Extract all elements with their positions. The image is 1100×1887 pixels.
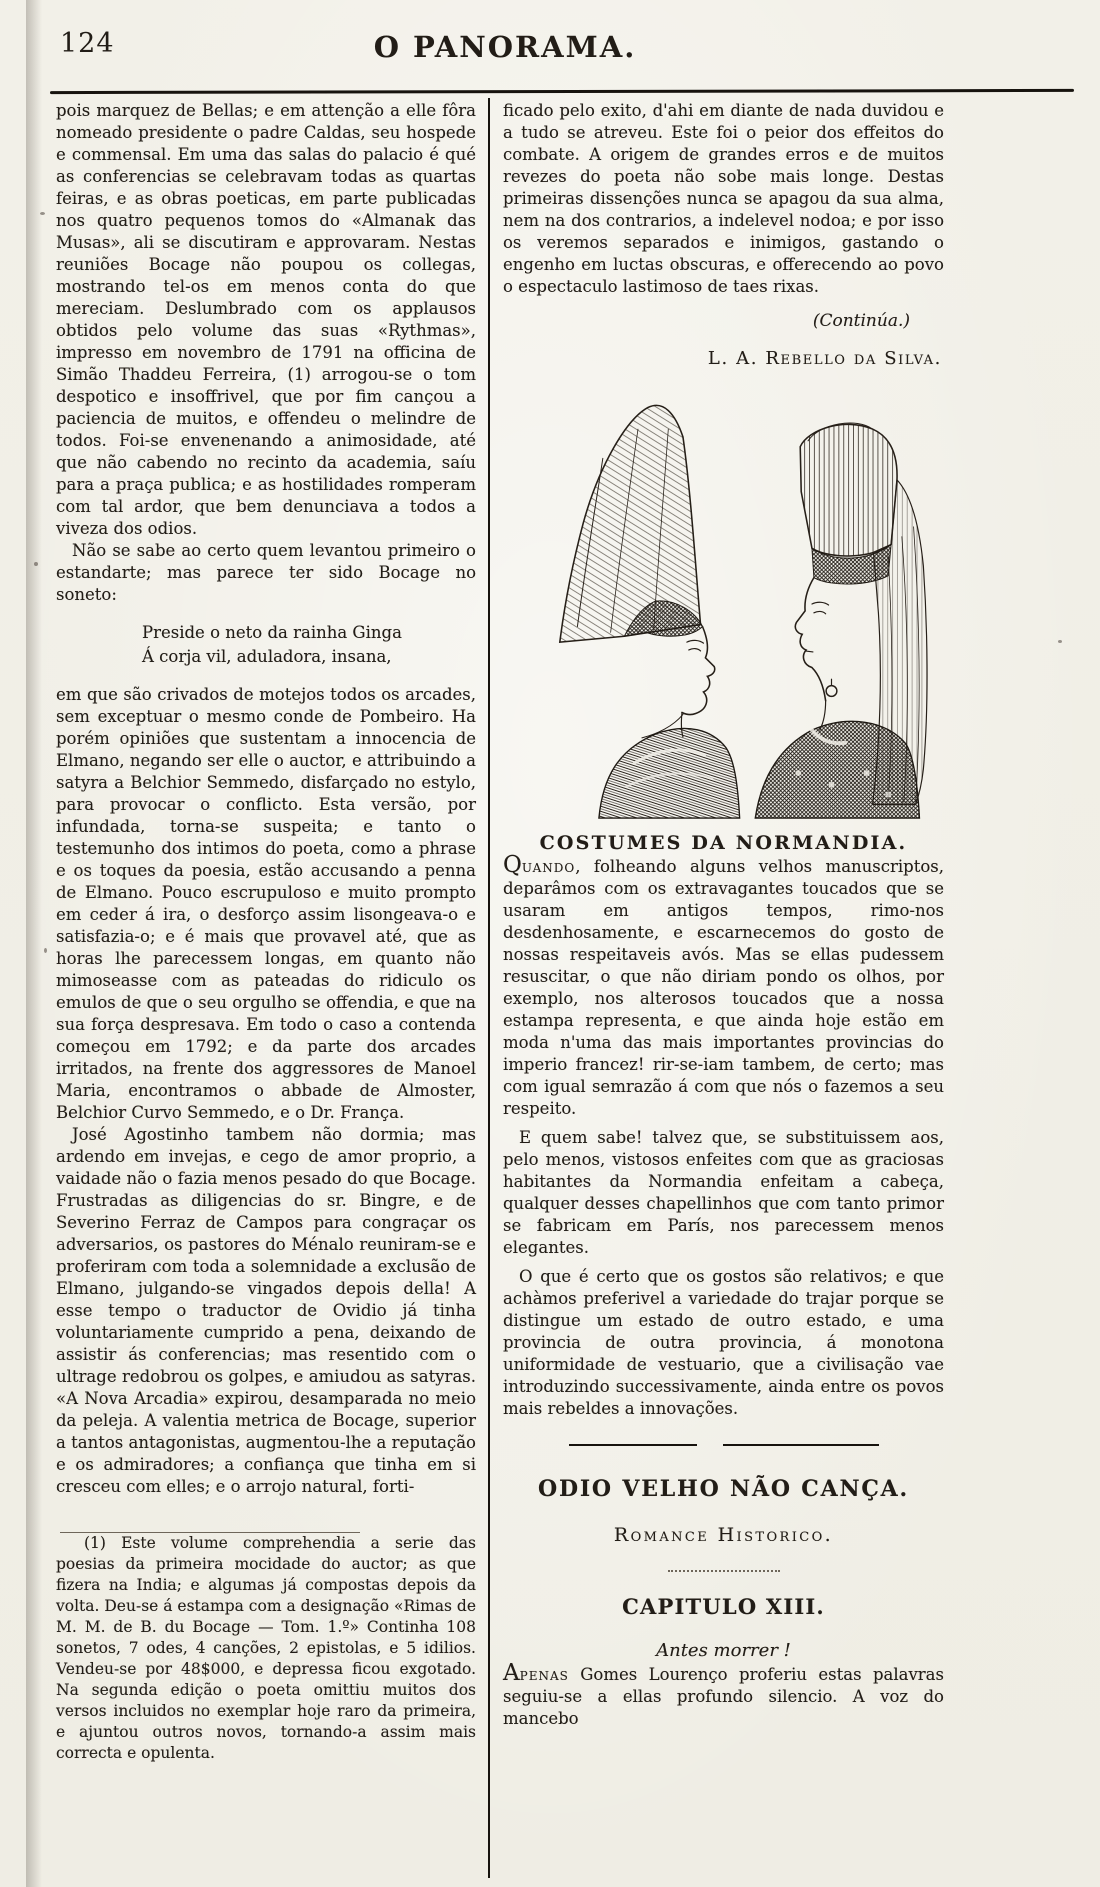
scan-speck	[44, 948, 47, 953]
illustration-caption: COSTUMES DA NORMANDIA.	[539, 832, 908, 854]
scan-speck	[34, 562, 38, 566]
paragraph-text: Gomes Lourenço proferiu estas palavras seguiu-se a ellas profundo silencio. A voz do mancebo	[503, 1665, 944, 1728]
right-column	[503, 100, 944, 1730]
body-paragraph	[503, 1662, 944, 1730]
page-edge-shadow	[26, 0, 42, 1887]
body-paragraph: E quem sabe! talvez que, se substituissem aos, pelo menos, vistosos enfeites com que as graciosas habitantes da Normandia enfeitam a cabeça, qualquer desses chapellinhos que com tanto primor se fabricam em París, nos parecessem menos elegantes.	[503, 1128, 944, 1257]
chapter-heading: CAPITULO XIII.	[622, 1594, 825, 1619]
lead-capital: A	[503, 1660, 520, 1686]
footnote: (1) Este volume comprehendia a serie das poesias da primeira mocidade do auctor; as que fizera na India; e algumas já compostas depois da volta. Deu-se á estampa com a designação «Rimas de M. M. de B. du Bocage — Tom. 1.º» Continha 108 sonetos, 7 odes, 4 canções, 2 epistolas, e 5 idilios. Vendeu-se por 48$000, e depressa ficou exgotado. Na segunda edição o poeta omittiu muitos dos versos incluidos no exemplar hoje raro da primeira, e ajuntou outros novos, tornando-a assim mais correcta e opulenta.	[56, 1534, 476, 1762]
scan-speck	[1058, 640, 1062, 643]
body-paragraph: Não se sabe ao certo quem levantou primeiro o estandarte; mas parece ter sido Bocage no soneto:	[56, 541, 476, 604]
author-signature: L. A. Rebello da Silva.	[707, 348, 942, 369]
chapter-divider	[668, 1570, 780, 1572]
left-column	[56, 100, 476, 1764]
scan-speck	[40, 212, 45, 215]
engraving-two-women-headdresses	[508, 390, 940, 820]
body-paragraph: pois marquez de Bellas; e em attenção a elle fôra nomeado presidente o padre Caldas, seu hospede e commensal. Em uma das salas do palacio é qué as conferencias se celebravam todas as quartas feiras, e as obras poeticas, em parte publicadas nos quatro pequenos tomos do «Almanak das Musas», ali se discutiram e approvaram. Nestas reuniões Bocage não poupou os collegas, mostrando tel-os em menos conta do que mereciam. Deslumbrado com os applausos obtidos pelo volume das suas «Rythmas», impresso em novembro de 1791 na officina de Simão Thaddeu Ferreira, (1) arrogou-se o tom despotico e insoffrivel, que por fim cançou a paciencia de muitos, e offendeu o melindre de todos. Foi-se envenenando a animosidade, até que não cabendo no recinto da academia, saíu para a praça publica; e as hostilidades romperam com tal ardor, que bem denunciava a todos a viveza dos odios.	[56, 101, 476, 538]
chapter-epigraph: Antes morrer !	[656, 1640, 791, 1661]
page-number: 124	[60, 28, 115, 59]
body-paragraph	[503, 854, 944, 1120]
lead-capital: Q	[503, 852, 522, 878]
column-divider-rule	[488, 98, 490, 1878]
header-rule	[50, 89, 1074, 94]
to-be-continued-note: (Continúa.)	[812, 311, 910, 331]
romance-title: ODIO VELHO NÃO CANÇA.	[537, 1476, 909, 1502]
normandy-article	[503, 854, 944, 1420]
verse-line: Á corja vil, aduladora, insana,	[142, 647, 392, 666]
paragraph-text: , folheando alguns velhos manuscriptos, deparâmos com os extravagantes toucados que se usaram em antigos tempos, rimo-nos desdenhosamente, e escarnecemos do gosto de nossas respeitaveis avós. Mas se ellas pudessem resuscitar, o que não diriam pondo os olhos, por exemplo, nos alterosos toucados que a nossa estampa representa, e que ainda hoje estão em moda n'uma das mais importantes provincias do imperio francez! rir-se-iam tambem, de certo; mas com igual semrazão á com que nós o fazemos a seu respeito.	[503, 857, 944, 1118]
normandy-costumes-engraving	[508, 390, 940, 820]
divider-segment	[723, 1444, 879, 1446]
body-paragraph: José Agostinho tambem não dormia; mas ardendo em invejas, e cego de amor proprio, a vaidade não o fazia menos pesado do que Bocage. Frustradas as diligencias do sr. Bingre, e de Severino Ferraz de Campos para congraçar os adversarios, os pastores do Ménalo reuniram-se e proferiram com toda a solemnidade a exclusão de Elmano, julgando-se vingados depois della! A esse tempo o traductor de Ovidio já tinha voluntariamente cumprido a pena, deixando de assistir ás conferencias; mas resentido com o ultrage redobrou os golpes, e amiudou as satyras. «A Nova Arcadia» expirou, desamparada no meio da peleja. A valentia metrica de Bocage, superior a tantos antagonistas, augmentou-lhe a reputação e os admiradores; a confiança que tinha em si cresceu com elles; e o arrojo natural, forti-	[56, 1125, 476, 1496]
romance-subtitle: Romance Historico.	[613, 1524, 834, 1546]
masthead-title: O PANORAMA.	[373, 30, 637, 64]
verse-line: Preside o neto da rainha Ginga	[142, 623, 402, 642]
body-paragraph: em que são crivados de motejos todos os arcades, sem exceptuar o mesmo conde de Pombeiro. Ha porém opiniões que sustentam a innocencia de Elmano, negando ser elle o auctor, e attribuindo a satyra a Belchior Semmedo, disfarçado no estylo, para provocar o conflicto. Esta versão, por infundada, torna-se suspeita; e tanto o testemunho dos intimos do poeta, como a phrase e os toques da poesia, estão accusando a penna de Elmano. Pouco escrupuloso e muito prompto em ceder á ira, o desforço assim lisongeava-o e satisfazia-o; e é mais que provavel até, que as horas lhe parecessem longas, em quanto não mimoseasse com as pateadas do ridiculo os emulos de que o seu orgulho se offendia, e que na sua força despresava. Em todo o caso a contenda começou em 1792; e da parte dos arcades irritados, na frente dos aggressores de Manoel Maria, encontramos o abbade de Almoster, Belchior Curvo Semmedo, e o Dr. França.	[56, 685, 476, 1122]
lead-smallcaps: uando	[521, 857, 576, 876]
section-divider	[569, 1444, 879, 1446]
lead-smallcaps: penas	[519, 1665, 569, 1684]
sonnet-excerpt	[142, 621, 476, 669]
divider-segment	[569, 1444, 697, 1446]
body-paragraph: O que é certo que os gostos são relativos; e que achàmos preferivel a variedade do trajar porque se distingue um estado de outro estado, e uma provincia de outra provincia, á monotona uniformidade de vestuario, que a civilisação vae introduzindo successivamente, ainda entre os povos mais rebeldes a innovações.	[503, 1267, 944, 1418]
body-paragraph: ficado pelo exito, d'ahi em diante de nada duvidou e a tudo se atreveu. Este foi o peior dos effeitos do combate. A origem de grandes erros e de muitos revezes do poeta não sobe mais longe. Destas primeiras dissenções nunca se apagou da sua alma, nem na dos contrarios, a indelevel nodoa; e por isso os veremos separados e inimigos, gastando o engenho em luctas obscuras, e offerecendo ao povo o espectaculo lastimoso de taes rixas.	[503, 101, 944, 296]
